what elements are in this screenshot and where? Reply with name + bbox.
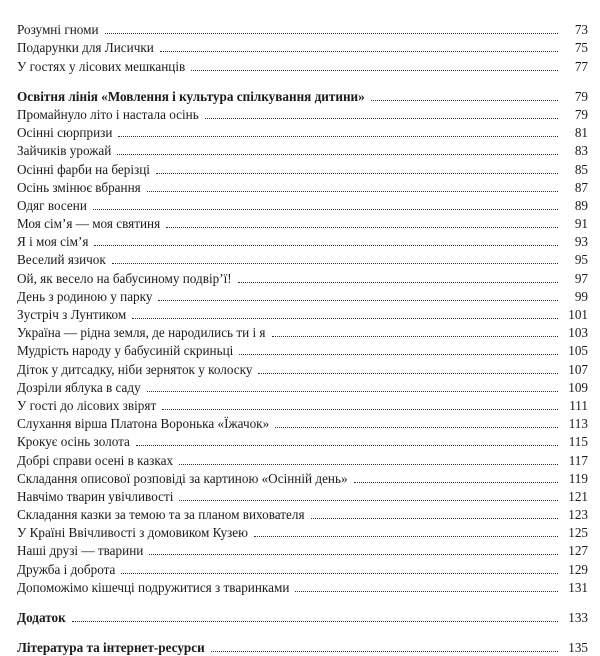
toc-entry [17,196,588,214]
toc-entry-page: 131 [568,579,588,595]
dot-leader [211,650,558,652]
toc-entry-title: Навчімо тварин увічливості [17,488,174,504]
toc-entry-page: 125 [568,525,588,541]
toc-entry [17,414,588,432]
toc-entry-page: 115 [568,434,588,450]
toc-entry-title: Складання казки за темою та за планом вихователя [17,507,305,523]
dot-leader [166,226,558,228]
dot-leader [117,153,558,155]
toc-entry-page: 109 [568,379,588,395]
toc-entry [17,541,588,559]
dot-leader [147,190,558,192]
toc-entry [17,105,588,123]
dot-leader [295,590,558,592]
dot-leader [275,426,558,428]
dot-leader [272,335,558,337]
toc-entry-page: 79 [574,88,588,104]
dot-leader [72,620,558,622]
toc-entry-title: Україна — рідна земля, де народились ти і я [17,325,266,341]
toc-entry [17,268,588,286]
toc-entry [17,323,588,341]
dot-leader [121,572,558,574]
toc-entry [17,178,588,196]
dot-leader [238,281,558,283]
toc-entry-title: День з родиною у парку [17,288,153,304]
toc-entry-title: Осінь змінює вбрання [17,179,141,195]
dot-leader [311,517,558,519]
toc-entry-title: У гості до лісових звірят [17,397,157,413]
dot-leader [254,535,558,537]
toc-entry-title: Крокує осінь золота [17,434,130,450]
toc-entry-page: 107 [568,361,588,377]
dot-leader [112,262,558,264]
toc-entry-title: Добрі справи осені в казках [17,452,174,468]
toc-entry-page: 97 [574,270,588,286]
toc-entry [17,559,588,577]
toc-entry-title: Освітня лінія «Мовлення і культура спілкування дитини» [17,88,365,104]
toc-entry-title: Допоможімо кішечці подружитися з тваринками [17,579,290,595]
toc-entry-title: Додаток [17,610,66,625]
dot-leader [191,69,558,71]
toc-entry [17,638,588,656]
toc-entry-title: Дружба і доброта [17,561,116,577]
toc-entry-title: Веселий язичок [17,252,106,268]
dot-leader [147,390,558,392]
toc-entry [17,87,588,105]
toc-entry-page: 119 [568,470,588,486]
toc-entry-title: Зайчиків урожай [17,143,112,159]
dot-leader [136,444,558,446]
toc-entry [17,396,588,414]
toc-entry [17,305,588,323]
toc-entry-page: 85 [574,161,588,177]
toc-entry [17,232,588,250]
toc-entry [17,159,588,177]
toc-entry-page: 133 [568,610,588,625]
dot-leader [258,372,558,374]
toc-entry-page: 95 [574,252,588,268]
toc-entry-title: Розумні гноми [17,22,99,38]
toc-entry-page: 135 [568,640,588,656]
dot-leader [354,481,558,483]
toc-entry [17,523,588,541]
toc-entry-title: Я і моя сім’я [17,234,89,250]
toc-entry-page: 89 [574,197,588,213]
toc-entry [17,250,588,268]
toc-entry-title: Мудрість народу у бабусиній скриньці [17,343,234,359]
toc-entry-page: 79 [574,106,588,122]
toc-entry [17,359,588,377]
toc-entry-title: Складання описової розповіді за картиною «Осінній день» [17,470,348,486]
toc-entry-page: 121 [568,488,588,504]
toc-entry-title: Ой, як весело на бабусиному подвір’ї! [17,270,232,286]
toc-entry-page: 111 [569,397,588,413]
toc-entry-page: 91 [574,216,588,232]
toc-entry-title: Моя сім’я — моя святиня [17,216,161,232]
toc-entry-page: 129 [568,561,588,577]
toc-entry [17,578,588,596]
toc-entry-page: 73 [574,22,588,38]
toc-entry-page: 99 [574,288,588,304]
toc-entry [17,38,588,56]
table-of-contents [17,20,588,656]
toc-entry [17,450,588,468]
dot-leader [105,32,558,34]
toc-entry [17,214,588,232]
dot-leader [93,208,558,210]
toc-entry-page: 87 [574,179,588,195]
toc-entry [17,141,588,159]
toc-entry [17,469,588,487]
toc-entry-title: Дозріли яблука в саду [17,379,141,395]
toc-entry-title: Діток у дитсадку, ніби зерняток у колоску [17,361,253,377]
toc-entry-page: 77 [574,58,588,74]
toc-entry [17,487,588,505]
toc-entry-page: 113 [568,416,588,432]
dot-leader [239,353,558,355]
toc-entry-page: 103 [568,325,588,341]
dot-leader [132,317,558,319]
toc-entry [17,287,588,305]
toc-entry-page: 93 [574,234,588,250]
toc-entry-title: Осінні фарби на берізці [17,161,150,177]
toc-entry-page: 81 [574,125,588,141]
toc-entry-page: 117 [568,452,588,468]
toc-entry-page: 75 [574,40,588,56]
toc-entry [17,505,588,523]
toc-entry-title: Одяг восени [17,197,87,213]
dot-leader [179,463,558,465]
toc-entry-title: У гостях у лісових мешканців [17,58,186,74]
toc-entry-title: Подарунки для Лисички [17,40,154,56]
toc-entry-title: Література та інтернет-ресурси [17,640,205,656]
toc-entry-title: Осінні сюрпризи [17,125,113,141]
toc-entry-title: Зустріч з Лунтиком [17,307,127,322]
dot-leader [156,172,558,174]
toc-entry [17,20,588,38]
dot-leader [94,244,558,246]
dot-leader [162,408,558,410]
toc-entry-page: 101 [568,307,588,322]
toc-entry [17,378,588,396]
toc-entry-page: 123 [568,507,588,523]
toc-entry-title: Наші друзі — тварини [17,543,144,559]
dot-leader [149,553,558,555]
toc-entry [17,432,588,450]
dot-leader [179,499,558,501]
dot-leader [118,135,558,137]
dot-leader [205,117,558,119]
toc-entry-title: Промайнуло літо і настала осінь [17,106,199,122]
toc-entry [17,56,588,74]
toc-entry-title: У Країні Ввічливості з домовиком Кузею [17,525,248,541]
toc-entry-page: 127 [568,543,588,559]
toc-entry-title: Слухання вірша Платона Воронька «Їжачок» [17,416,270,432]
toc-entry-page: 83 [574,143,588,159]
toc-entry [17,123,588,141]
toc-entry [17,341,588,359]
toc-entry [17,608,588,626]
toc-entry-page: 105 [568,343,588,359]
dot-leader [371,99,558,101]
dot-leader [158,299,558,301]
dot-leader [160,50,558,52]
